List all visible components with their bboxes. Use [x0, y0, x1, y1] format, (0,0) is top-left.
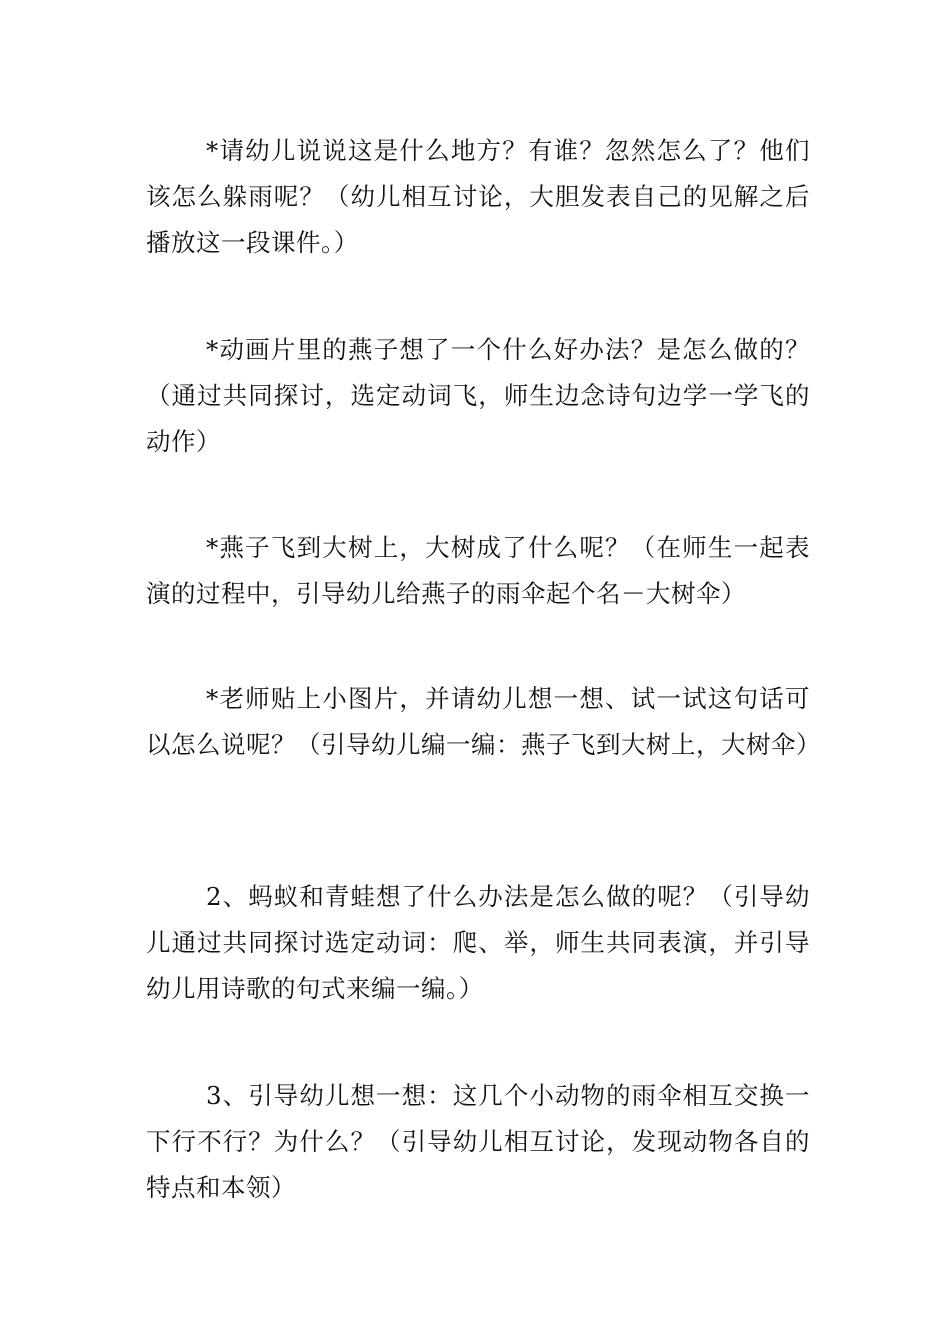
paragraph-swallow-method: *动画片里的燕子想了一个什么好办法？是怎么做的？（通过共同探讨，选定动词飞，师生边念诗句边学一学飞的动作）	[146, 335, 810, 456]
paragraph-ant-frog: 2、蚂蚁和青蛙想了什么办法是怎么做的呢？（引导幼儿通过共同探讨选定动词：爬、举，师生共同表演，并引导幼儿用诗歌的句式来编一编。）	[146, 882, 810, 1003]
paragraph-tree-umbrella: *燕子飞到大树上，大树成了什么呢？（在师生一起表演的过程中，引导幼儿给燕子的雨伞起个名－大树伞）	[146, 533, 810, 608]
paragraph-swallow-rain-question: *请幼儿说说这是什么地方？有谁？忽然怎么了？他们该怎么躲雨呢？（幼儿相互讨论，大胆发表自己的见解之后播放这一段课件。）	[146, 136, 810, 257]
paragraph-exchange-umbrellas: 3、引导幼儿想一想：这几个小动物的雨伞相互交换一下行不行？为什么？（引导幼儿相互讨论，发现动物各自的特点和本领）	[146, 1081, 810, 1202]
paragraph-teacher-picture: *老师贴上小图片，并请幼儿想一想、试一试这句话可以怎么说呢？（引导幼儿编一编：燕子飞到大树上，大树伞）	[146, 684, 821, 759]
